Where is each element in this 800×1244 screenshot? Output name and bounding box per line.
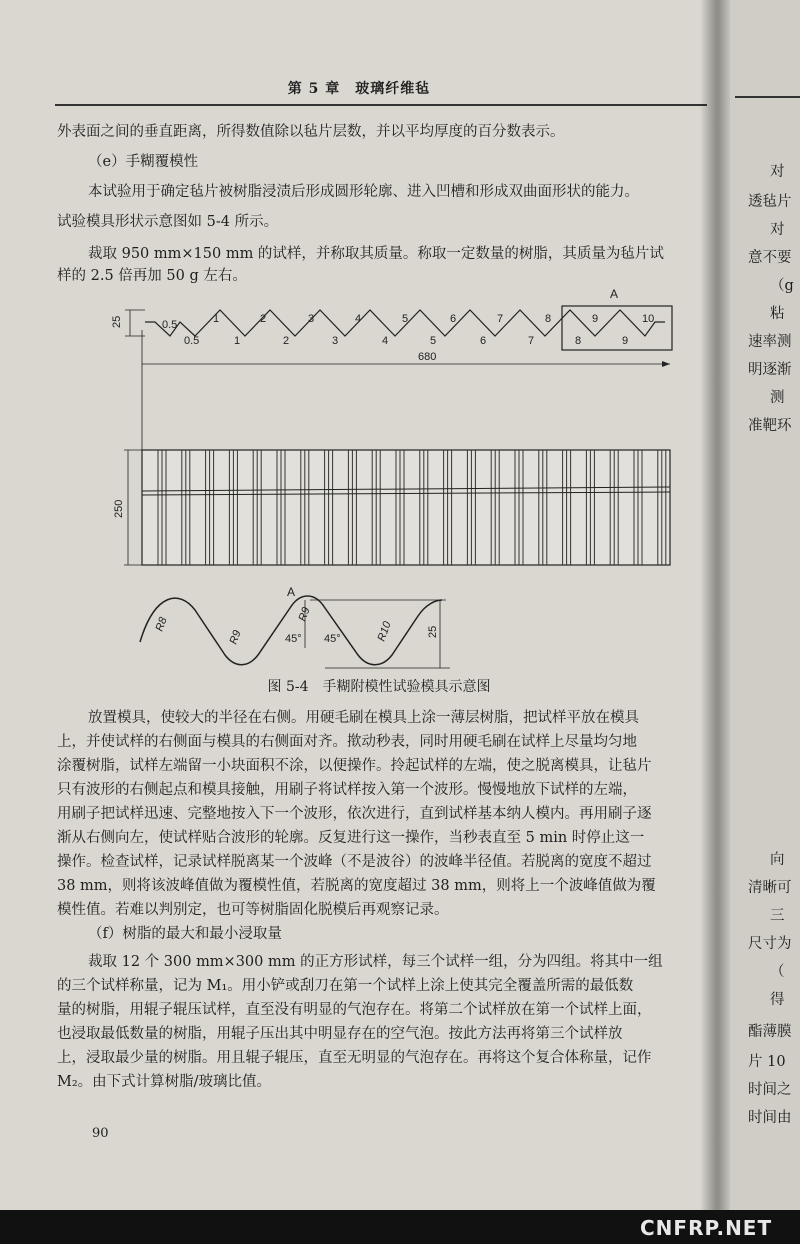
facing-page [718, 0, 800, 1210]
wave-number: 2 [260, 313, 267, 325]
figure-caption: 图 5-4 手糊附模性试验模具示意图 [267, 679, 491, 695]
facing-text: 三 [770, 908, 785, 924]
text-line: 样的 2.5 倍再加 50 g 左右。 [57, 268, 247, 284]
text-line: 裁取 12 个 300 mm×300 mm 的正方形试样，每三个试样一组，分为四组。将其中一组 [88, 954, 663, 970]
wave-number: 7 [528, 335, 535, 347]
facing-text: 清晰可 [748, 880, 792, 896]
dimension-250 [124, 450, 142, 565]
dimension-height-label: 25 [111, 315, 123, 328]
facing-text: （ [770, 964, 785, 980]
angle-label: 45° [324, 633, 341, 645]
text-line: 外表面之间的垂直距离，所得数值除以毡片层数，并以平均厚度的百分数表示。 [57, 124, 565, 140]
radius-label: R9 [296, 605, 313, 624]
section-heading: （e）手糊覆模性 [88, 154, 199, 170]
facing-text: 速率测 [748, 334, 792, 350]
wave-number: 8 [545, 313, 552, 325]
facing-text: 意不要 [748, 250, 792, 266]
text-line: 只有波形的右侧起点和模具接触，用刷子将试样按入第一个波形。慢慢地放下试样的左端， [57, 782, 637, 798]
facing-text: 酯薄膜 [748, 1024, 792, 1040]
text-line: M₂。由下式计算树脂/玻璃比值。 [57, 1074, 272, 1090]
text-line: 量的树脂，用辊子辊压试样，直至没有明显的气泡存在。将第二个试样放在第一个试样上面， [57, 1002, 652, 1018]
wave-number: 1 [234, 335, 241, 347]
dimension-width-label: 250 [113, 499, 125, 518]
facing-text: 测 [770, 390, 785, 406]
detail-height-label: 25 [427, 625, 439, 638]
radius-label: R10 [375, 619, 394, 644]
facing-text: 透毡片 [748, 194, 792, 210]
text-line: 放置模具，使较大的半径在右侧。用硬毛刷在模具上涂一薄层树脂，把试样平放在模具 [88, 710, 639, 726]
book-gutter-shadow [700, 0, 730, 1210]
dimension-680 [142, 330, 670, 450]
wave-number: 6 [480, 335, 487, 347]
text-line: 上，浸取最少量的树脂。用且辊子辊压，直至无明显的气泡存在。再将这个复合体称量，记作 [57, 1050, 652, 1066]
detail-profile [140, 596, 442, 665]
wave-number: 5 [430, 335, 437, 347]
facing-text: 对 [770, 164, 785, 180]
text-line: 涂覆树脂，试样左端留一小块面积不涂，以便操作。拎起试样的左端，使之脱离模具，让毡片 [57, 758, 652, 774]
wave-number: 6 [450, 313, 457, 325]
facing-text: 明逐渐 [748, 362, 792, 378]
wave-number: 4 [355, 313, 362, 325]
wave-number: 4 [382, 335, 389, 347]
facing-text: 粘 [770, 306, 785, 322]
dimension-length-label: 680 [418, 351, 437, 363]
wave-number: 0.5 [184, 335, 200, 347]
facing-text: 片 10 [748, 1054, 786, 1070]
wave-number: 3 [308, 313, 315, 325]
facing-text: 时间之 [748, 1082, 792, 1098]
page-number: 90 [92, 1126, 109, 1141]
text-line: 的三个试样称量，记为 M₁。用小铲或刮刀在第一个试样上涂上使其完全覆盖所需的最低数 [57, 978, 634, 994]
facing-text: 对 [770, 222, 785, 238]
wave-number: 9 [622, 335, 629, 347]
text-line: 模性值。若难以判别定，也可等树脂固化脱模后再观察记录。 [57, 902, 449, 918]
text-line: 用刷子把试样迅速、完整地按入下一个波形，依次进行，直到试样基本纳人模内。再用刷子逐 [57, 806, 652, 822]
watermark: CNFRP.NET [640, 1216, 773, 1240]
text-line: 渐从右侧向左，使试样贴合波形的轮廓。反复进行这一操作，当秒表直至 5 min 时停止这一 [57, 830, 645, 846]
text-line: 裁取 950 mm×150 mm 的试样，并称取其质量。称取一定数量的树脂，其质量为毡片试 [88, 246, 664, 262]
wave-number: 9 [592, 313, 599, 325]
wave-number: 1 [213, 313, 220, 325]
text-line: 上，并使试样的右侧面与模具的右侧面对齐。揿动秒表，同时用硬毛刷在试样上尽量均匀地 [57, 734, 637, 750]
angle-label: 45° [285, 633, 302, 645]
facing-text: 得 [770, 992, 785, 1008]
text-line: 本试验用于确定毡片被树脂浸渍后形成圆形轮廓、进入凹槽和形成双曲面形状的能力。 [88, 184, 639, 200]
text-line: 试验模具形状示意图如 5-4 所示。 [57, 214, 279, 230]
chapter-header: 第 5 章 玻璃纤维毡 [287, 81, 431, 97]
header-rule [55, 104, 707, 106]
wave-number: 8 [575, 335, 582, 347]
wave-number: 10 [642, 313, 655, 325]
detail-a-label: A [287, 585, 296, 599]
facing-text: 尺寸为 [748, 936, 792, 952]
wave-number: 2 [283, 335, 290, 347]
section-heading: （f）树脂的最大和最小浸取量 [88, 926, 282, 942]
wave-number: 5 [402, 313, 409, 325]
text-line: 操作。检查试样，记录试样脱离某一个波峰（不是波谷）的波峰半径值。若脱离的宽度不超过 [57, 854, 652, 870]
radius-label: R9 [227, 628, 244, 647]
facing-text: 准靶环 [748, 418, 792, 434]
wave-number: 0.5 [162, 319, 178, 331]
text-line: 38 mm，则将该波峰值做为覆模性值，若脱离的宽度超过 38 mm，则将上一个波峰值做为覆 [57, 878, 656, 894]
facing-text: 向 [770, 852, 785, 868]
facing-text: （g [770, 278, 794, 294]
radius-label: R8 [153, 615, 170, 634]
wave-number: 7 [497, 313, 504, 325]
wave-number: 3 [332, 335, 339, 347]
mold-figure [100, 270, 700, 670]
box-a-label: A [610, 287, 619, 301]
text-line: 也浸取最低数量的树脂，用辊子压出其中明显存在的空气泡。按此方法再将第三个试样放 [57, 1026, 623, 1042]
facing-text: 时间由 [748, 1110, 792, 1126]
facing-header-rule [735, 96, 800, 98]
